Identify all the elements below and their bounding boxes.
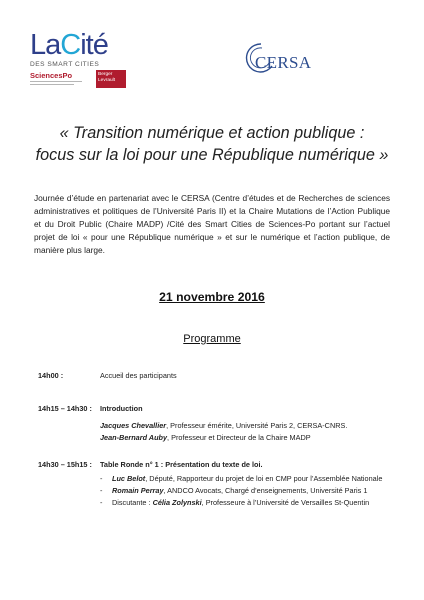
speaker-role: , Professeur émérite, Université Paris 2, CERSA-CNRS. (166, 421, 348, 430)
schedule-content (100, 460, 400, 509)
schedule-time: 14h00 : (38, 371, 64, 380)
speaker-prefix: Discutante : (112, 498, 153, 507)
intro-paragraph: Journée d’étude en partenariat avec le CERSA (Centre d’études et de Recherches de sciences administratives et politiques de l’Université Paris II) et la Chaire Mutations de l’Action Publique et du Droit Public (Chaire MADP) /Cité des Smart Cities de Sciences-Po portant sur l’actuel projet de loi « pour une République numérique » et sur le numérique et l’action publique, de manière plus large. (34, 193, 390, 255)
programme-heading: Programme (183, 333, 241, 345)
bullet-dash: - (100, 474, 103, 483)
speaker-name: Romain Perray (112, 486, 164, 495)
schedule-heading: Introduction (100, 404, 143, 413)
title-line-1: « Transition numérique et action publique : (59, 124, 365, 142)
speaker-name: Célia Zolynski (152, 498, 202, 507)
lacite-logo (30, 30, 126, 92)
speaker-line (100, 420, 400, 432)
speaker-line (100, 432, 400, 444)
logo-fine-print (30, 81, 82, 87)
schedule-time: 14h30 – 15h15 : (38, 460, 92, 469)
speaker-name: Jean-Bernard Auby (100, 432, 168, 442)
speaker-role: , Professeure à l’Université de Versailles St-Quentin (201, 498, 370, 507)
bullet-dash: - (100, 498, 103, 507)
schedule-content (100, 404, 400, 443)
bullet-dash: - (100, 486, 103, 495)
document-title (20, 122, 404, 166)
schedule-text: Accueil des participants (100, 371, 177, 380)
speaker-name: Luc Belot (112, 474, 146, 483)
schedule-heading: Table Ronde n° 1 : Présentation du texte de loi. (100, 460, 263, 469)
lacite-word-rest: ité (80, 29, 108, 61)
speaker-role: , Professeur et Directeur de la Chaire MADP (167, 432, 311, 442)
lacite-wordmark (30, 30, 108, 60)
sciencespo-logo-text: SciencesPo (30, 71, 73, 80)
cersa-wordmark: CERSA (255, 53, 312, 72)
lacite-word-c: C (60, 29, 81, 61)
cersa-logo (241, 38, 321, 78)
lacite-word-la: La (30, 29, 61, 61)
schedule-content (100, 371, 400, 380)
event-date: 21 novembre 2016 (159, 290, 265, 304)
speaker-bullet (100, 485, 400, 497)
schedule-time: 14h15 – 14h30 : (38, 404, 92, 413)
speaker-role: , Député, Rapporteur du projet de loi en CMP pour l’Assemblée Nationale (145, 474, 383, 483)
speaker-bullet (100, 497, 400, 509)
berger-levrault-badge: Berger Levrault (96, 70, 126, 88)
title-line-2: focus sur la loi pour une République numérique » (35, 146, 389, 164)
speaker-bullet (100, 473, 400, 485)
speaker-role: , ANDCO Avocats, Chargé d’enseignements, Université Paris 1 (163, 486, 368, 495)
lacite-subtitle: DES SMART CITIES (30, 61, 100, 68)
speaker-name: Jacques Chevallier (100, 421, 167, 430)
